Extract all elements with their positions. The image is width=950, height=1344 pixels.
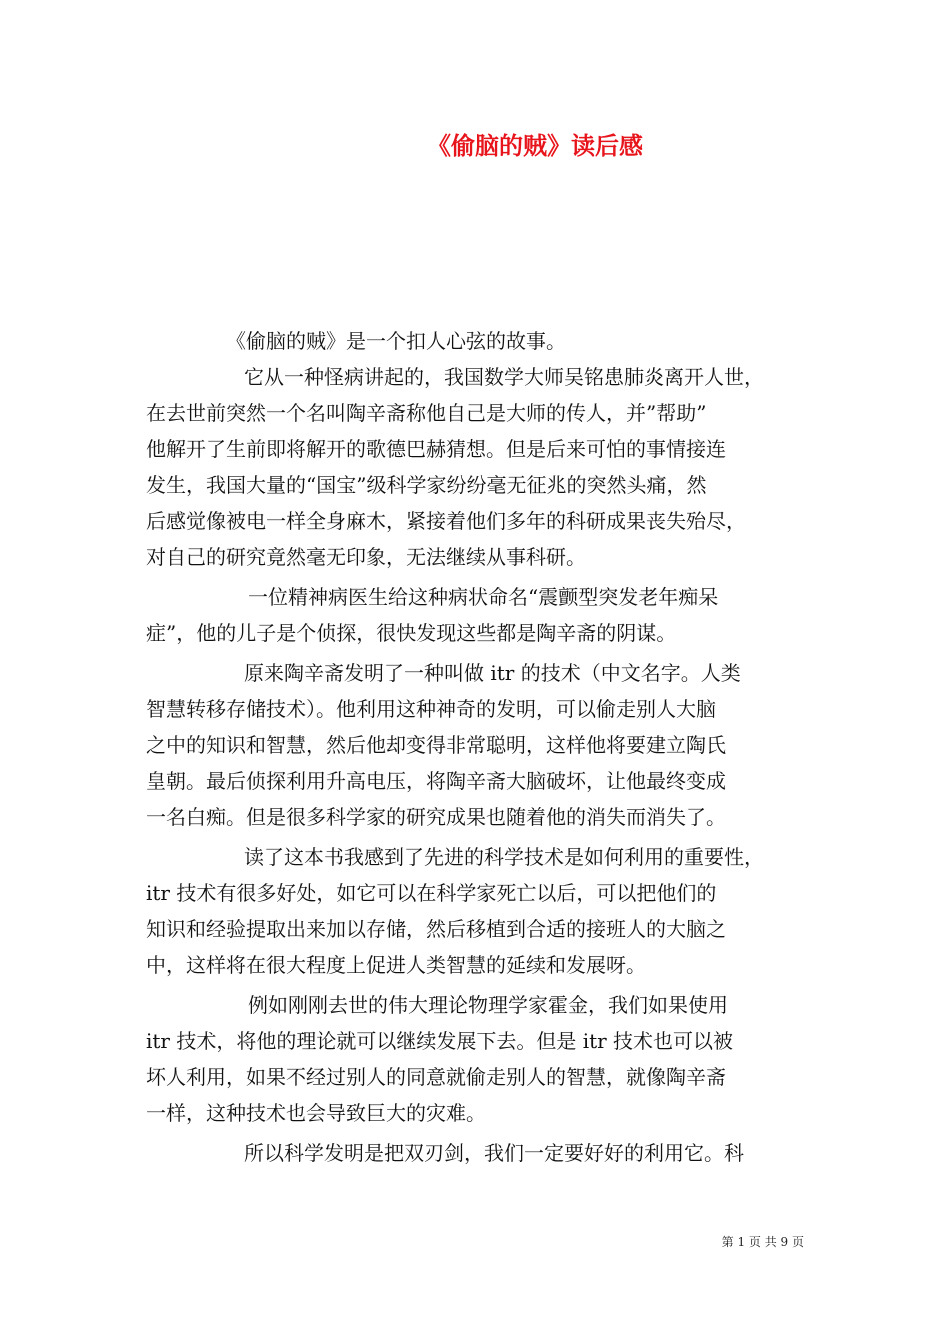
- body-line: 它从一种怪病讲起的，我国数学大师吴铭患肺炎离开人世，: [244, 365, 764, 389]
- body-line: 一样，这种技术也会导致巨大的灾难。: [146, 1101, 486, 1125]
- body-line: 例如刚刚去世的伟大理论物理学家霍金，我们如果使用: [248, 993, 728, 1017]
- body-line: 中，这样将在很大程度上促进人类智慧的延续和发展呀。: [146, 953, 646, 977]
- body-line: 症”，他的儿子是个侦探，很快发现这些都是陶辛斋的阴谋。: [146, 621, 677, 645]
- body-line: 智慧转移存储技术）。他利用这种神奇的发明，可以偷走别人大脑: [146, 697, 716, 721]
- body-line: 读了这本书我感到了先进的科学技术是如何利用的重要性，: [244, 845, 764, 869]
- body-line: 后感觉像被电一样全身麻木，紧接着他们多年的科研成果丧失殆尽，: [146, 509, 746, 533]
- body-line: 之中的知识和智慧，然后他却变得非常聪明，这样他将要建立陶氏: [146, 733, 726, 757]
- body-line: 所以科学发明是把双刃剑，我们一定要好好的利用它。科: [244, 1141, 744, 1165]
- page-number: 第 1 页 共 9 页: [721, 1235, 804, 1249]
- body-line: itr 技术有很多好处，如它可以在科学家死亡以后，可以把他们的: [146, 881, 717, 905]
- body-line: 在去世前突然一个名叫陶辛斋称他自己是大师的传人，并”帮助”: [146, 401, 707, 425]
- body-line: 一位精神病医生给这种病状命名“震颤型突发老年痴呆: [248, 585, 719, 609]
- body-line: itr 技术，将他的理论就可以继续发展下去。但是 itr 技术也可以被: [146, 1029, 734, 1053]
- body-line: 发生，我国大量的“国宝”级科学家纷纷毫无征兆的突然头痛，然: [146, 473, 707, 497]
- document-title: 《偷脑的贼》读后感: [427, 132, 643, 160]
- body-line: 皇朝。最后侦探利用升高电压，将陶辛斋大脑破坏，让他最终变成: [146, 769, 726, 793]
- body-line: 他解开了生前即将解开的歌德巴赫猜想。但是后来可怕的事情接连: [146, 437, 726, 461]
- body-line: 对自己的研究竟然毫无印象，无法继续从事科研。: [146, 545, 586, 569]
- body-line: 一名白痴。但是很多科学家的研究成果也随着他的消失而消失了。: [146, 805, 726, 829]
- body-line: 《偷脑的贼》是一个扣人心弦的故事。: [226, 329, 566, 353]
- body-line: 原来陶辛斋发明了一种叫做 itr 的技术（中文名字。人类: [244, 661, 741, 685]
- body-line: 坏人利用，如果不经过别人的同意就偷走别人的智慧，就像陶辛斋: [146, 1065, 726, 1089]
- body-line: 知识和经验提取出来加以存储，然后移植到合适的接班人的大脑之: [146, 917, 726, 941]
